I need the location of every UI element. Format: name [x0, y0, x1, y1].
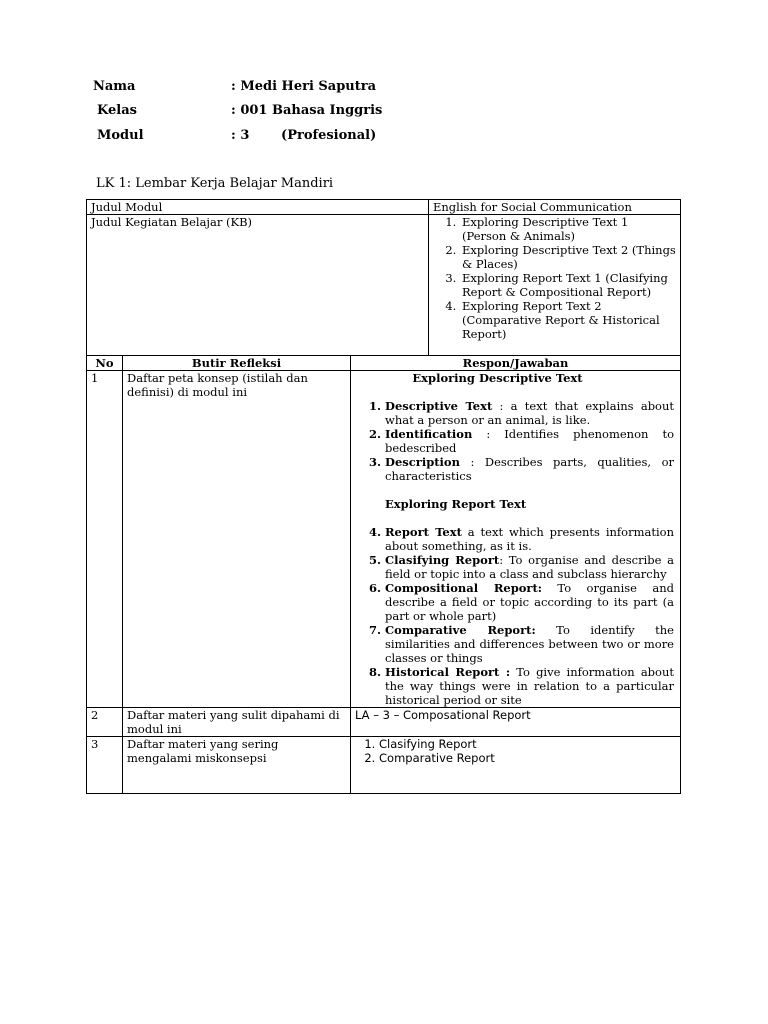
table-row	[87, 371, 681, 708]
judul-modul-label: Judul Modul	[87, 200, 429, 215]
misconception-list	[355, 737, 676, 765]
modul-value: : 3 (Profesional)	[231, 128, 377, 143]
kb-item: 3. Exploring Report Text 1 (Clasifying Report & Compositional Report)	[460, 271, 676, 299]
row-respon	[351, 737, 681, 794]
section-title: Exploring Report Text	[385, 497, 527, 511]
header-respon: Respon/Jawaban	[351, 356, 681, 371]
list-item: 1. Clasifying Report	[379, 737, 676, 751]
concept-list	[361, 399, 674, 483]
kelas-label: Kelas	[97, 103, 137, 118]
row-respon	[351, 371, 681, 708]
row-no: 1	[87, 371, 123, 708]
kelas-value: : 001 Bahasa Inggris	[231, 103, 383, 118]
lk-title: LK 1: Lembar Kerja Belajar Mandiri	[96, 176, 334, 191]
list-item: 8. Historical Report : To give information about the way things were in relation to a particular historical period or site	[385, 665, 674, 707]
kb-list	[433, 215, 676, 341]
concept-list	[361, 525, 674, 707]
table-row	[87, 708, 681, 737]
list-item: 3. Description : Describes parts, qualities, or characteristics	[385, 455, 674, 483]
list-item: 4. Report Text a text which presents information about something, as it is.	[385, 525, 674, 553]
list-item: 2. Identification : Identifies phenomenon to bedescribed	[385, 427, 674, 455]
nama-label: Nama	[93, 79, 136, 94]
header-no: No	[87, 356, 123, 371]
list-item: 6. Compositional Report: To organise and describe a field or topic according to its part (a part or whole part)	[385, 581, 674, 623]
judul-modul-value: English for Social Communication	[429, 200, 681, 215]
table-header-row	[87, 356, 681, 371]
reflection-table	[86, 355, 681, 794]
row-butir: Daftar materi yang sering mengalami miskonsepsi	[123, 737, 351, 794]
kb-item: 4. Exploring Report Text 2 (Comparative Report & Historical Report)	[460, 299, 676, 341]
list-item: 7. Comparative Report: To identify the similarities and differences between two or more classes or things	[385, 623, 674, 665]
info-table	[86, 199, 681, 356]
row-respon: LA – 3 – Composational Report	[351, 708, 681, 737]
kb-list-cell	[429, 215, 681, 356]
modul-label: Modul	[97, 128, 144, 143]
kb-item: 2. Exploring Descriptive Text 2 (Things & Places)	[460, 243, 676, 271]
list-item: 2. Comparative Report	[379, 751, 676, 765]
row-no: 3	[87, 737, 123, 794]
row-butir: Daftar materi yang sulit dipahami di modul ini	[123, 708, 351, 737]
row-butir: Daftar peta konsep (istilah dan definisi) di modul ini	[123, 371, 351, 708]
nama-value: : Medi Heri Saputra	[231, 79, 377, 94]
row-no: 2	[87, 708, 123, 737]
judul-kb-row	[87, 215, 681, 356]
section-title: Exploring Descriptive Text	[412, 371, 583, 385]
list-item: 1. Descriptive Text : a text that explains about what a person or an animal, is like.	[385, 399, 674, 427]
judul-kb-label: Judul Kegiatan Belajar (KB)	[87, 215, 429, 356]
list-item: 5. Clasifying Report: To organise and describe a field or topic into a class and subclass hierarchy	[385, 553, 674, 581]
judul-modul-row	[87, 200, 681, 215]
header-butir: Butir Refleksi	[123, 356, 351, 371]
kb-item: 1. Exploring Descriptive Text 1 (Person & Animals)	[460, 215, 676, 243]
table-row	[87, 737, 681, 794]
